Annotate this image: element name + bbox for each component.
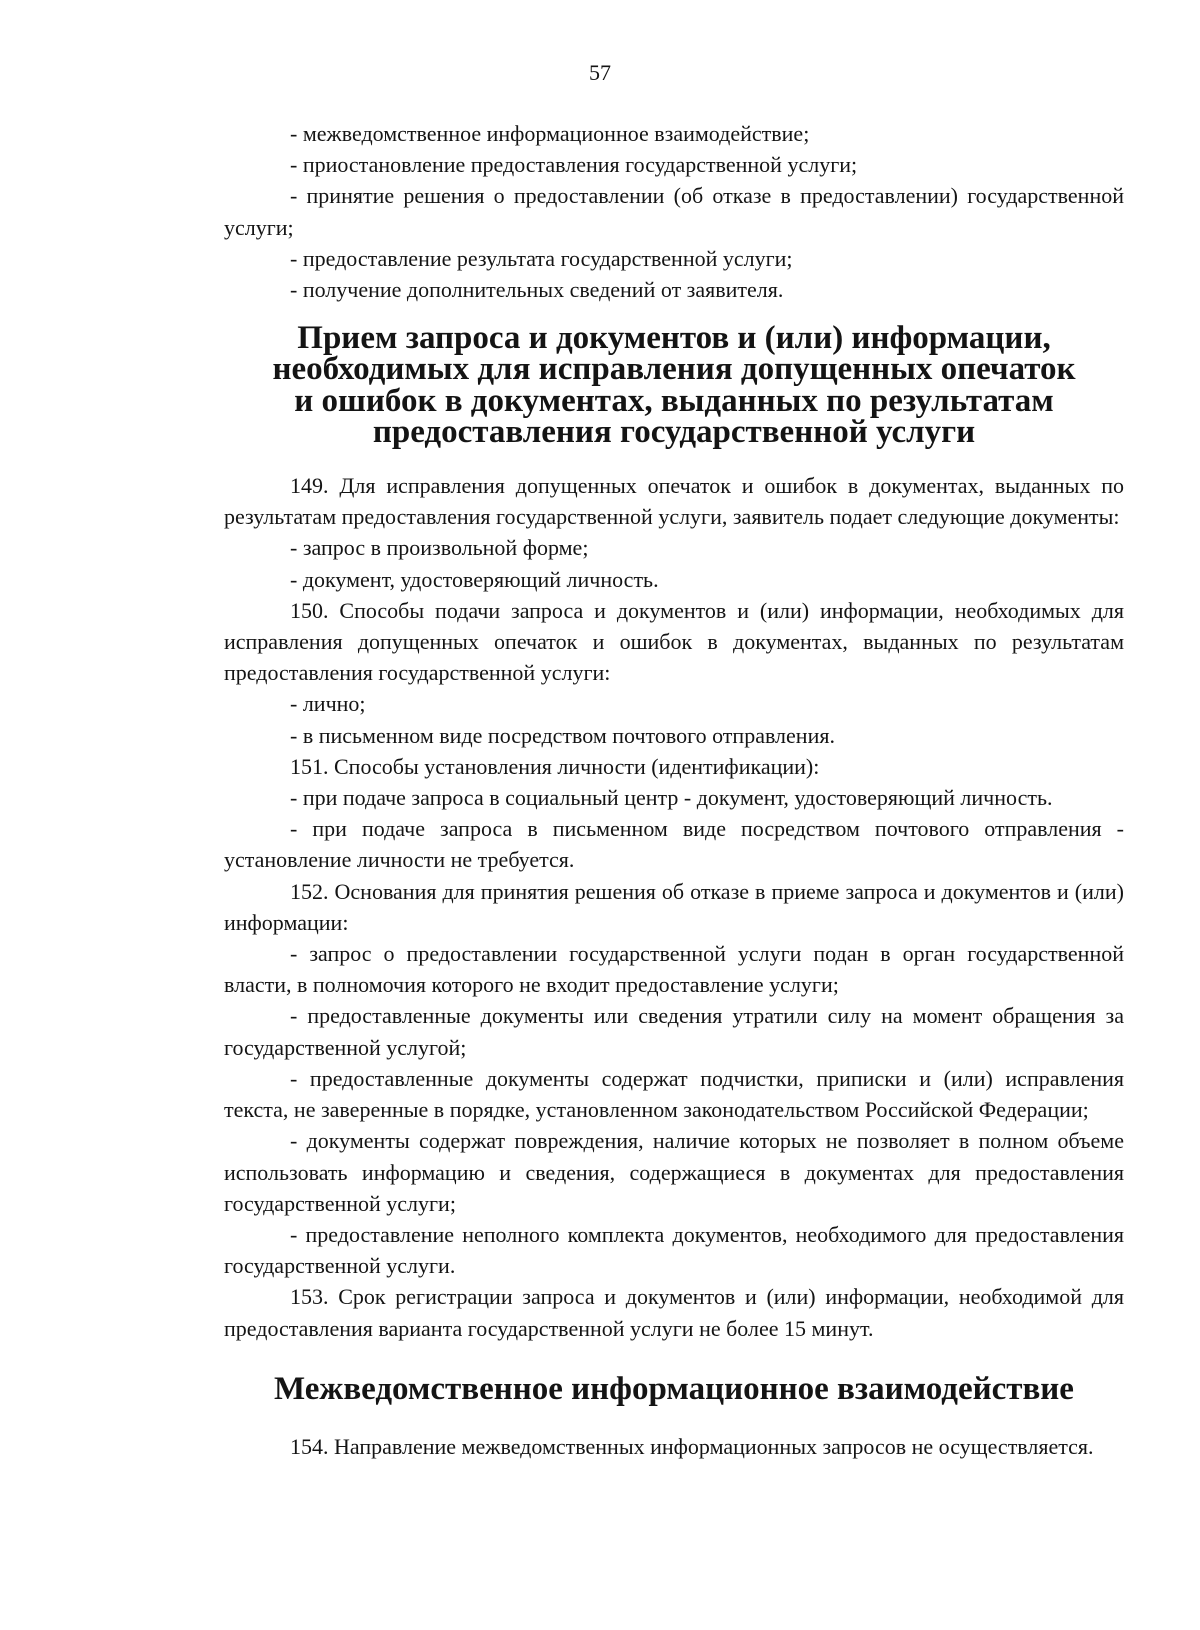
section-heading-interagency: Межведомственное информационное взаимодействие [274, 1370, 1074, 1407]
list-item: - документы содержат повреждения, наличие которых не позволяет в полном объеме использовать информацию и сведения, содержащиеся в документах для предоставления государственной услуги; [224, 1128, 1124, 1216]
list-item: - запрос о предоставлении государственной услуги подан в орган государственной власти, в полномочия которого не входит предоставление услуги; [224, 941, 1124, 998]
list-item: - документ, удостоверяющий личность. [290, 566, 659, 592]
section-heading-corrections: Прием запроса и документов и (или) информации, необходимых для исправления допущенных опечаток и ошибок в документах, выданных по результатам предоставления государственной услуги [272, 320, 1076, 450]
list-item: - при подаче запроса в письменном виде посредством почтового отправления - установление личности не требуется. [224, 816, 1124, 873]
list-item: - принятие решения о предоставлении (об отказе в предоставлении) государственной услуги; [224, 183, 1124, 240]
list-item: - при подаче запроса в социальный центр - документ, удостоверяющий личность. [290, 785, 1053, 811]
page-number: 57 [589, 60, 611, 85]
paragraph-151: 151. Способы установления личности (идентификации): [290, 753, 820, 779]
list-item: - приостановление предоставления государственной услуги; [290, 152, 858, 178]
paragraph-150: 150. Способы подачи запроса и документов и (или) информации, необходимых для исправления допущенных опечаток и ошибок в документах, выданных по результатам предоставления государственной услуги: [224, 597, 1124, 686]
paragraph-152: 152. Основания для принятия решения об отказе в приеме запроса и документов и (или) информации: [224, 878, 1124, 935]
list-item: - в письменном виде посредством почтового отправления. [290, 722, 835, 748]
paragraph-149: 149. Для исправления допущенных опечаток и ошибок в документах, выданных по результатам предоставления государственной услуги, заявитель подает следующие документы: [224, 473, 1124, 530]
paragraph-153: 153. Срок регистрации запроса и документов и (или) информации, необходимой для предоставления варианта государственной услуги не более 15 минут. [224, 1284, 1124, 1341]
list-item: - получение дополнительных сведений от заявителя. [290, 277, 784, 303]
list-item: - лично; [290, 691, 366, 717]
list-item: - предоставление результата государственной услуги; [290, 245, 793, 271]
document-body [224, 118, 1124, 1462]
list-item: - предоставленные документы или сведения утратили силу на момент обращения за государственной услугой; [224, 1003, 1124, 1060]
list-item: - предоставленные документы содержат подчистки, приписки и (или) исправления текста, не заверенные в порядке, установленном законодательством Российской Федерации; [224, 1065, 1124, 1123]
list-item: - межведомственное информационное взаимодействие; [290, 121, 810, 146]
list-item: - запрос в произвольной форме; [290, 535, 589, 561]
list-item: - предоставление неполного комплекта документов, необходимого для предоставления государственной услуги. [224, 1221, 1124, 1279]
paragraph-154: 154. Направление межведомственных информационных запросов не осуществляется. [290, 1433, 1094, 1459]
